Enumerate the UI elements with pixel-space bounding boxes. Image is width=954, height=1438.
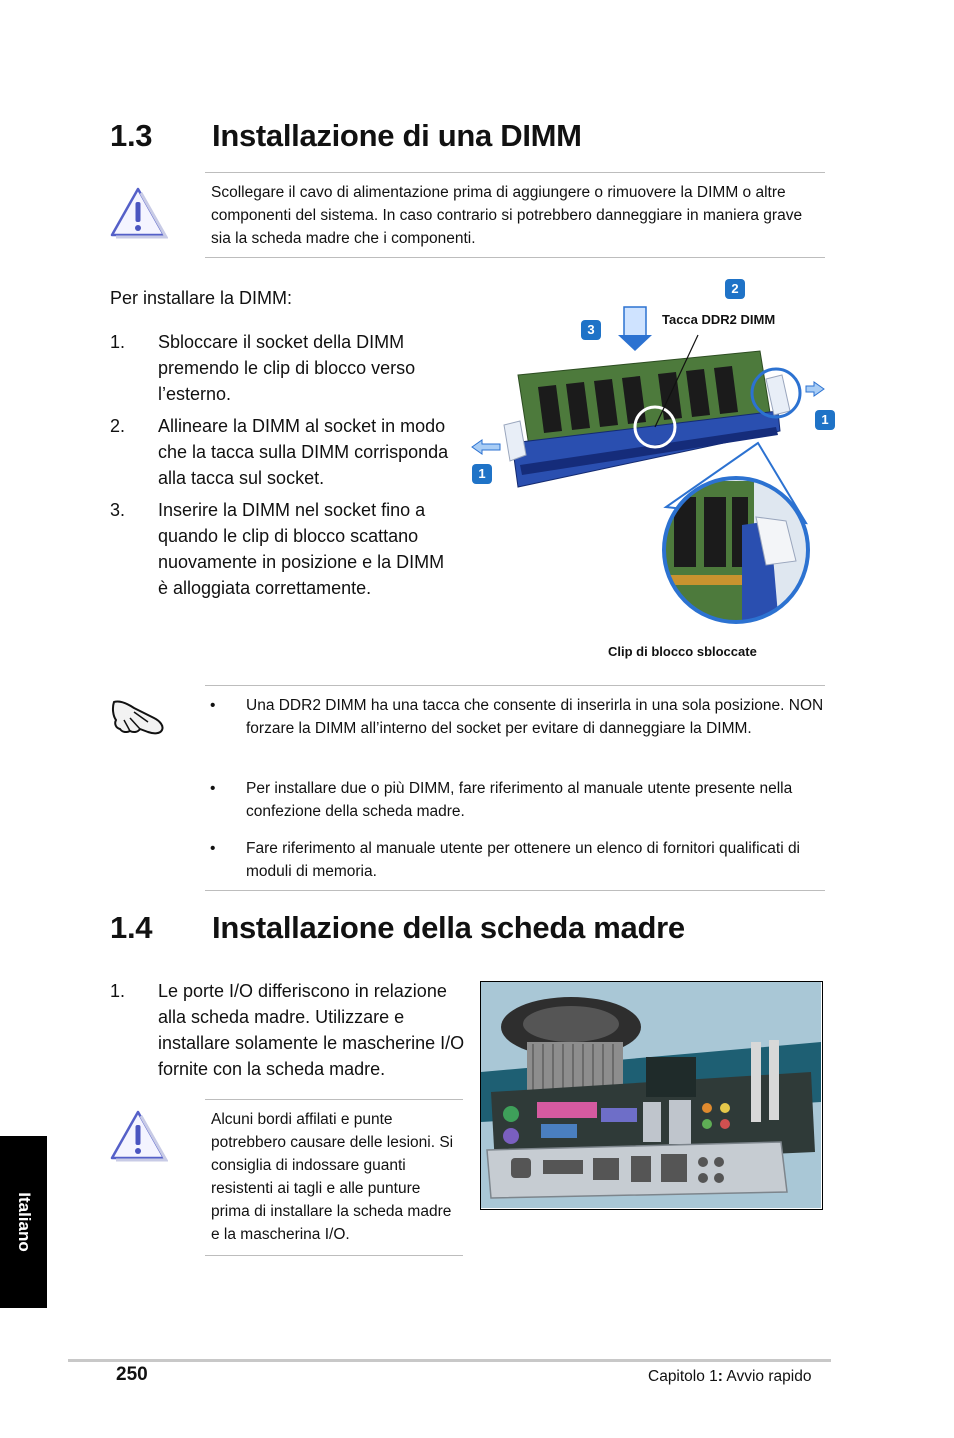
footer-chapter	[648, 1368, 811, 1386]
language-label: Italiano	[14, 1192, 34, 1252]
note-top-rule	[205, 685, 825, 686]
section-1-3-heading	[110, 118, 810, 158]
caution-top-rule	[205, 1099, 463, 1100]
callout-badge-2: 2	[725, 279, 745, 299]
step-text: Inserire la DIMM nel socket fino a quando le clip di blocco scattano nuovamente in posizione e la DIMM è alloggiata correttamente.	[158, 500, 445, 598]
chapter-separator: :	[717, 1368, 723, 1385]
chapter-title: Avvio rapido	[726, 1368, 812, 1385]
note-bottom-rule	[205, 890, 825, 891]
step-text: Sbloccare il socket della DIMM premendo le clip di blocco verso l’esterno.	[158, 332, 416, 404]
caution-top-rule	[205, 172, 825, 173]
step-number: 3.	[110, 500, 126, 520]
clip-label: Clip di blocco sbloccate	[608, 644, 757, 659]
caution-bottom-rule	[205, 257, 825, 258]
dimm-install-figure	[460, 275, 840, 659]
note-text: Fare riferimento al manuale utente per ottenere un elenco di fornitori qualificati di moduli di memoria.	[246, 840, 801, 880]
caution-text: Scollegare il cavo di alimentazione prima di aggiungere o rimuovere la DIMM o altre componenti del sistema. In caso contrario si potrebbero danneggiare in maniera grave sia la scheda madre che i componenti.	[211, 184, 803, 247]
step-number: 1.	[110, 332, 126, 352]
page-number: 250	[116, 1364, 148, 1385]
callout-badge-1: 1	[472, 464, 492, 484]
pointing-hand-icon	[110, 694, 168, 743]
caution-icon	[108, 1108, 168, 1169]
motherboard-illustration	[481, 982, 821, 1208]
note-text: Per installare due o più DIMM, fare riferimento al manuale utente presente nella confezione della scheda madre.	[246, 780, 793, 820]
caution-text: Alcuni bordi affilati e punte potrebbero causare delle lesioni. Si consiglia di indossare guanti resistenti ai tagli e alle punture prima di installare la scheda madre e la mascherina I/O.	[211, 1111, 454, 1243]
callout-badge-3: 3	[581, 320, 601, 340]
chapter-label: Capitolo 1	[648, 1368, 718, 1385]
bullet-mark: •	[210, 840, 216, 857]
section-title: Installazione di una DIMM	[212, 118, 582, 153]
dimm-illustration	[460, 275, 840, 645]
section-number: 1.3	[110, 118, 153, 153]
motherboard-io-photo	[480, 981, 823, 1210]
intro-text: Per installare la DIMM:	[110, 288, 293, 308]
section-number: 1.4	[110, 910, 153, 945]
section-title: Installazione della scheda madre	[212, 910, 685, 945]
section-1-4-heading	[110, 910, 810, 950]
language-side-tab	[0, 1136, 47, 1308]
bullet-mark: •	[210, 697, 216, 714]
bullet-mark: •	[210, 780, 216, 797]
notch-label: Tacca DDR2 DIMM	[662, 312, 776, 327]
step-number: 1.	[110, 981, 126, 1001]
caution-bottom-rule	[205, 1255, 463, 1256]
footer-rule	[68, 1359, 831, 1362]
note-text: Una DDR2 DIMM ha una tacca che consente di inserirla in una sola posizione. NON forzare la DIMM all’interno del socket per evitare di danneggiare la DIMM.	[246, 697, 824, 737]
caution-icon	[108, 185, 168, 246]
step-number: 2.	[110, 416, 126, 436]
callout-badge-1: 1	[815, 410, 835, 430]
step-text: Le porte I/O differiscono in relazione alla scheda madre. Utilizzare e installare solamente le mascherine I/O fornite con la scheda madre.	[158, 981, 465, 1079]
step-text: Allineare la DIMM al socket in modo che la tacca sulla DIMM corrisponda alla tacca sul socket.	[158, 416, 449, 488]
